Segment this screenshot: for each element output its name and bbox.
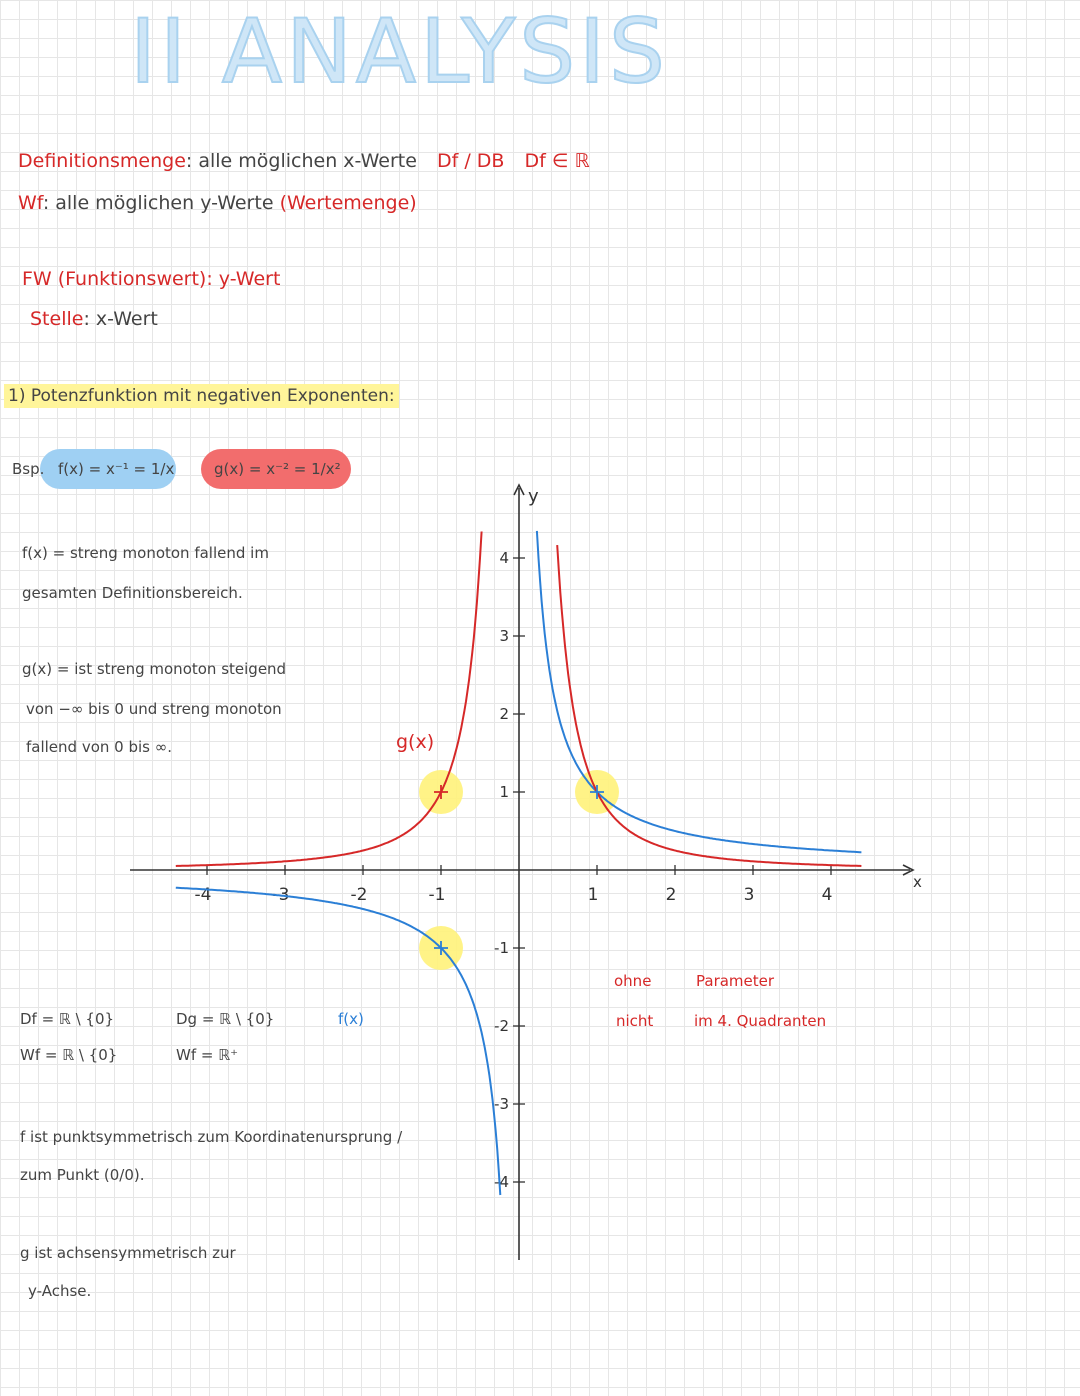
wf-set: Wf = ℝ \ {0}	[20, 1046, 118, 1064]
section-heading: 1) Potenzfunktion mit negativen Exponenten:	[4, 388, 399, 405]
g-note-line-2: von −∞ bis 0 und streng monoton	[26, 700, 282, 718]
f-symmetry-line-1: f ist punktsymmetrisch zum Koordinatenursprung /	[20, 1128, 403, 1146]
curve-gx-branch-1	[557, 545, 861, 866]
nicht-note: nicht	[616, 1012, 654, 1030]
x-tick-label-3: -1	[428, 885, 446, 905]
parameter-note: Parameter	[696, 972, 775, 990]
f-symmetry-line-2: zum Punkt (0/0).	[20, 1166, 145, 1184]
wertemenge-term: Wf	[18, 192, 43, 214]
dg-set: Dg = ℝ \ {0}	[176, 1010, 275, 1028]
quadrant-note: im 4. Quadranten	[694, 1012, 827, 1030]
y-tick-label-7: -4	[494, 1173, 509, 1191]
x-tick-label-2: -2	[350, 885, 368, 905]
funktionswert-text: : y-Wert	[206, 268, 281, 290]
x-tick-label-6: 3	[743, 885, 755, 905]
definitionsmenge-set: Df ∈ ℝ	[524, 150, 590, 172]
x-tick-label-5: 2	[665, 885, 677, 905]
x-tick-label-1: -3	[272, 885, 290, 905]
gx-label: g(x)	[396, 731, 435, 753]
stelle-term: Stelle	[30, 308, 84, 330]
wertemenge-text: : alle möglichen y-Werte	[42, 192, 274, 214]
wg-set: Wf = ℝ⁺	[176, 1046, 239, 1064]
funktionswert-term: FW (Funktionswert)	[22, 268, 207, 290]
y-tick-label-5: -2	[494, 1017, 509, 1035]
wertemenge-paren: (Wertemenge)	[279, 192, 417, 214]
y-tick-label-6: -3	[494, 1095, 509, 1113]
definitionsmenge-symbol: Df / DB	[436, 150, 505, 172]
y-tick-label-4: -1	[494, 939, 509, 957]
coordinate-axes	[130, 485, 913, 1260]
g-note-line-3: fallend von 0 bis ∞.	[26, 738, 173, 756]
g-note-line-1: g(x) = ist streng monoton steigend	[22, 660, 287, 678]
x-tick-label-4: 1	[587, 885, 599, 905]
definitionsmenge-term: Definitionsmenge	[18, 150, 186, 172]
g-formula: g(x) = x⁻² = 1/x²	[214, 460, 341, 478]
x-axis-label: x	[913, 873, 922, 891]
example-label: Bsp.	[12, 460, 45, 478]
g-symmetry-line-1: g ist achsensymmetrisch zur	[20, 1244, 236, 1262]
f-note-line-1: f(x) = streng monoton fallend im	[22, 544, 269, 562]
definitionsmenge-text: : alle möglichen x-Werte	[185, 150, 417, 172]
y-tick-label-0: 4	[499, 549, 509, 567]
ohne-note: ohne	[614, 972, 652, 990]
f-formula: f(x) = x⁻¹ = 1/x	[58, 460, 175, 478]
y-tick-label-3: 1	[499, 783, 509, 801]
fx-label: f(x)	[338, 1010, 364, 1028]
curve-gx-branch-0	[176, 532, 482, 867]
page-title: II ANALYSIS	[130, 0, 669, 103]
x-tick-label-7: 4	[821, 885, 833, 905]
x-tick-label-0: -4	[194, 885, 212, 905]
y-axis-label: y	[528, 486, 539, 507]
df-set: Df = ℝ \ {0}	[20, 1010, 115, 1028]
y-tick-label-1: 3	[499, 627, 509, 645]
f-note-line-2: gesamten Definitionsbereich.	[22, 584, 243, 602]
y-tick-label-2: 2	[499, 705, 509, 723]
g-symmetry-line-2: y-Achse.	[28, 1282, 92, 1300]
stelle-text: : x-Wert	[83, 308, 158, 330]
